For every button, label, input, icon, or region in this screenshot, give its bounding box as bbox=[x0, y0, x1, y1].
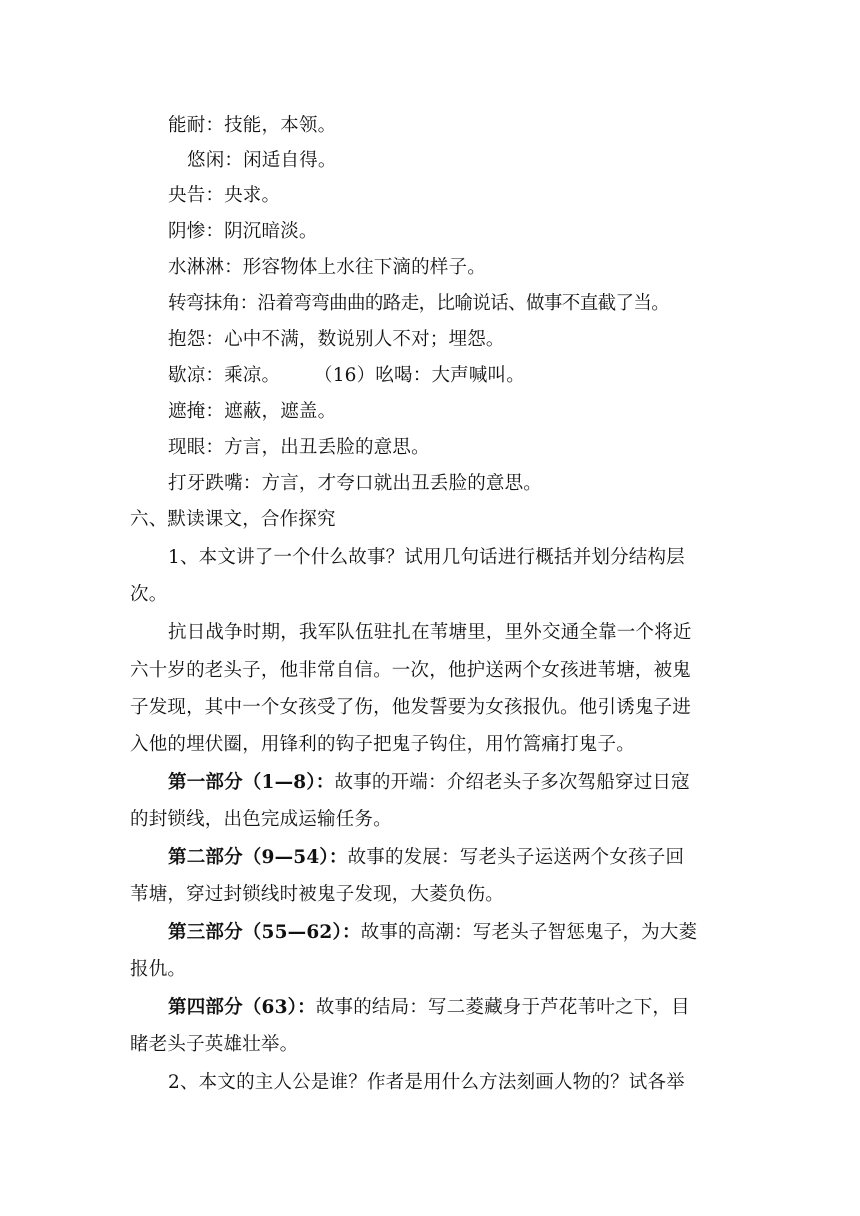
question-1-line-1: 1、本文讲了一个什么故事？试用几句话进行概括并划分结构层 bbox=[168, 547, 685, 568]
part-4-label: 第四部分（63）： bbox=[168, 997, 316, 1018]
part-4-line-1 bbox=[168, 994, 690, 1022]
summary-line-3: 子发现，其中一个女孩受了伤，他发誓要为女孩报仇。他引诱鬼子进 bbox=[130, 697, 692, 718]
part-3-line-1 bbox=[168, 919, 697, 947]
part-3-label: 第三部分（55—62）： bbox=[168, 922, 361, 943]
question-2-line-1: 2、本文的主人公是谁？作者是用什么方法刻画人物的？试各举 bbox=[168, 1072, 685, 1093]
vocab-line-xieliang: 歇凉：乘凉。 bbox=[168, 365, 281, 386]
vocab-line-yincan: 阴惨：阴沉暗淡。 bbox=[168, 221, 318, 242]
vocab-line-shuilinlin: 水淋淋：形容物体上水往下滴的样子。 bbox=[168, 257, 486, 278]
part-2-text: 故事的发展：写老头子运送两个女孩子回 bbox=[347, 847, 685, 868]
section-heading: 六、默读课文，合作探究 bbox=[130, 509, 336, 530]
vocab-line-zhuanwan: 转弯抹角：沿着弯弯曲曲的路走，比喻说话、做事不直截了当。 bbox=[168, 293, 670, 314]
part-3-text: 故事的高潮：写老头子智惩鬼子，为大菱 bbox=[360, 922, 698, 943]
part-2-label: 第二部分（9—54）： bbox=[168, 847, 348, 868]
part-4-line-2: 睹老头子英雄壮举。 bbox=[130, 1034, 299, 1055]
part-1-text: 故事的开端：介绍老头子多次驾船穿过日寇 bbox=[334, 772, 690, 793]
part-3-line-2: 报仇。 bbox=[130, 959, 187, 980]
vocab-line-nengnai: 能耐：技能，本领。 bbox=[168, 115, 337, 136]
summary-line-4: 入他的埋伏圈，用锋利的钩子把鬼子钩住，用竹篙痛打鬼子。 bbox=[130, 734, 635, 755]
part-2-line-1 bbox=[168, 844, 684, 872]
question-1-line-2: 次。 bbox=[130, 584, 168, 605]
vocab-line-yaohe: （16）吆喝：大声喊叫。 bbox=[314, 365, 525, 386]
vocab-line-baoyuan: 抱怨：心中不满，数说别人不对；埋怨。 bbox=[168, 329, 505, 350]
vocab-line-zheyan: 遮掩：遮蔽，遮盖。 bbox=[168, 401, 337, 422]
vocab-line-xianyan: 现眼：方言，出丑丢脸的意思。 bbox=[168, 437, 430, 458]
vocab-line-dayadiezui: 打牙跌嘴：方言，才夸口就出丑丢脸的意思。 bbox=[168, 473, 543, 494]
summary-line-1: 抗日战争时期，我军队伍驻扎在苇塘里，里外交通全靠一个将近 bbox=[168, 622, 692, 643]
part-4-text: 故事的结局：写二菱藏身于芦花苇叶之下，目 bbox=[315, 997, 690, 1018]
part-1-label: 第一部分（1—8）： bbox=[168, 772, 335, 793]
part-1-line-2: 的封锁线，出色完成运输任务。 bbox=[130, 809, 392, 830]
part-1-line-1 bbox=[168, 769, 690, 797]
summary-line-2: 六十岁的老头子，他非常自信。一次，他护送两个女孩进苇塘，被鬼 bbox=[130, 660, 692, 681]
vocab-line-yanggao: 央告：央求。 bbox=[168, 185, 281, 206]
vocab-line-youxian: 悠闲：闲适自得。 bbox=[187, 150, 337, 171]
part-2-line-2: 苇塘，穿过封锁线时被鬼子发现，大菱负伤。 bbox=[130, 884, 505, 905]
